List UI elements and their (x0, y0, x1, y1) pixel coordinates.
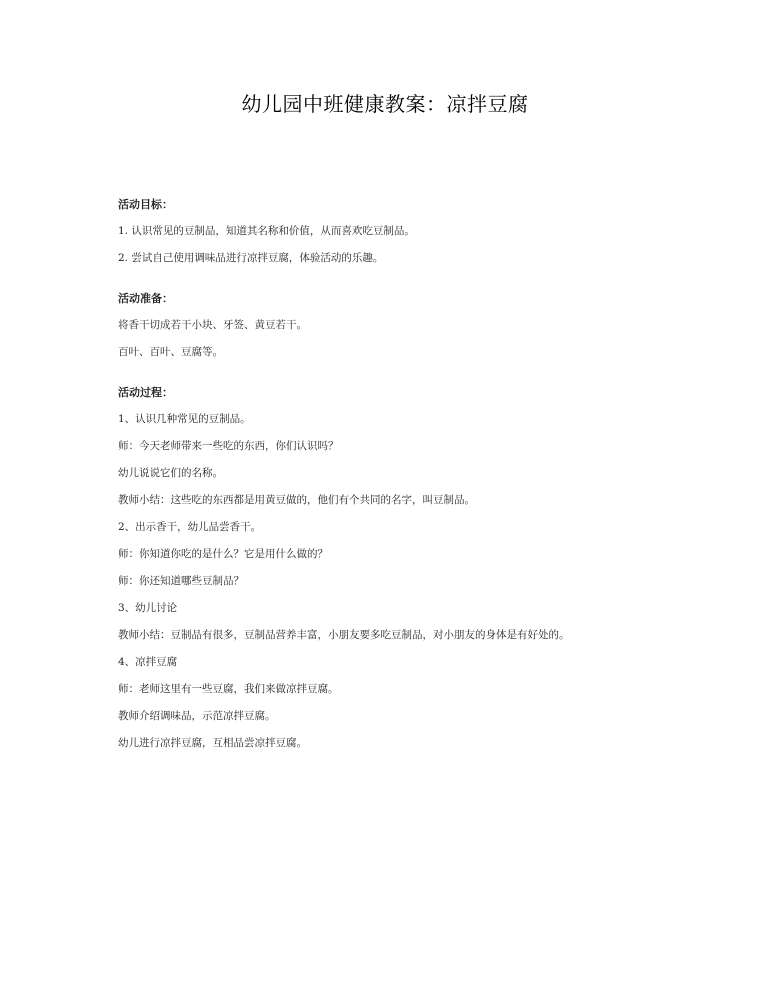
process-line: 师：今天老师带来一些吃的东西，你们认识吗？ (118, 440, 339, 452)
section-heading: 活动目标： (118, 198, 173, 211)
preparation-line: 百叶、百叶、豆腐等。 (118, 346, 223, 358)
section-activity-preparation (118, 292, 678, 372)
process-line: 4、凉拌豆腐 (118, 656, 178, 668)
process-line: 教师介绍调味品，示范凉拌豆腐。 (118, 710, 276, 722)
process-line: 师：老师这里有一些豆腐，我们来做凉拌豆腐。 (118, 683, 339, 695)
process-line: 教师小结：豆制品有很多，豆制品营养丰富，小朋友要多吃豆制品，对小朋友的身体是有好处的。 (118, 629, 570, 641)
process-line: 2、出示香干，幼儿品尝香干。 (118, 521, 262, 533)
section-activity-process (118, 386, 678, 763)
process-line: 1、认识几种常见的豆制品。 (118, 413, 251, 425)
process-line: 教师小结：这些吃的东西都是用黄豆做的，他们有个共同的名字，叫豆制品。 (118, 494, 475, 506)
section-activity-goals (118, 198, 678, 278)
document-title: 幼儿园中班健康教案：凉拌豆腐 (241, 92, 529, 116)
preparation-line: 将香干切成若干小块、牙签、黄豆若干。 (118, 319, 307, 331)
section-heading: 活动过程： (118, 386, 173, 399)
goal-line: 2. 尝试自己使用调味品进行凉拌豆腐，体验活动的乐趣。 (118, 252, 384, 264)
process-line: 3、幼儿讨论 (118, 602, 178, 614)
process-line: 师：你知道你吃的是什么？它是用什么做的？ (118, 548, 328, 560)
process-line: 幼儿说说它们的名称。 (118, 467, 223, 479)
process-line: 师：你还知道哪些豆制品？ (118, 575, 244, 587)
section-heading: 活动准备： (118, 292, 173, 305)
goal-line: 1. 认识常见的豆制品，知道其名称和价值，从而喜欢吃豆制品。 (118, 225, 415, 237)
process-line: 幼儿进行凉拌豆腐，互相品尝凉拌豆腐。 (118, 737, 307, 749)
